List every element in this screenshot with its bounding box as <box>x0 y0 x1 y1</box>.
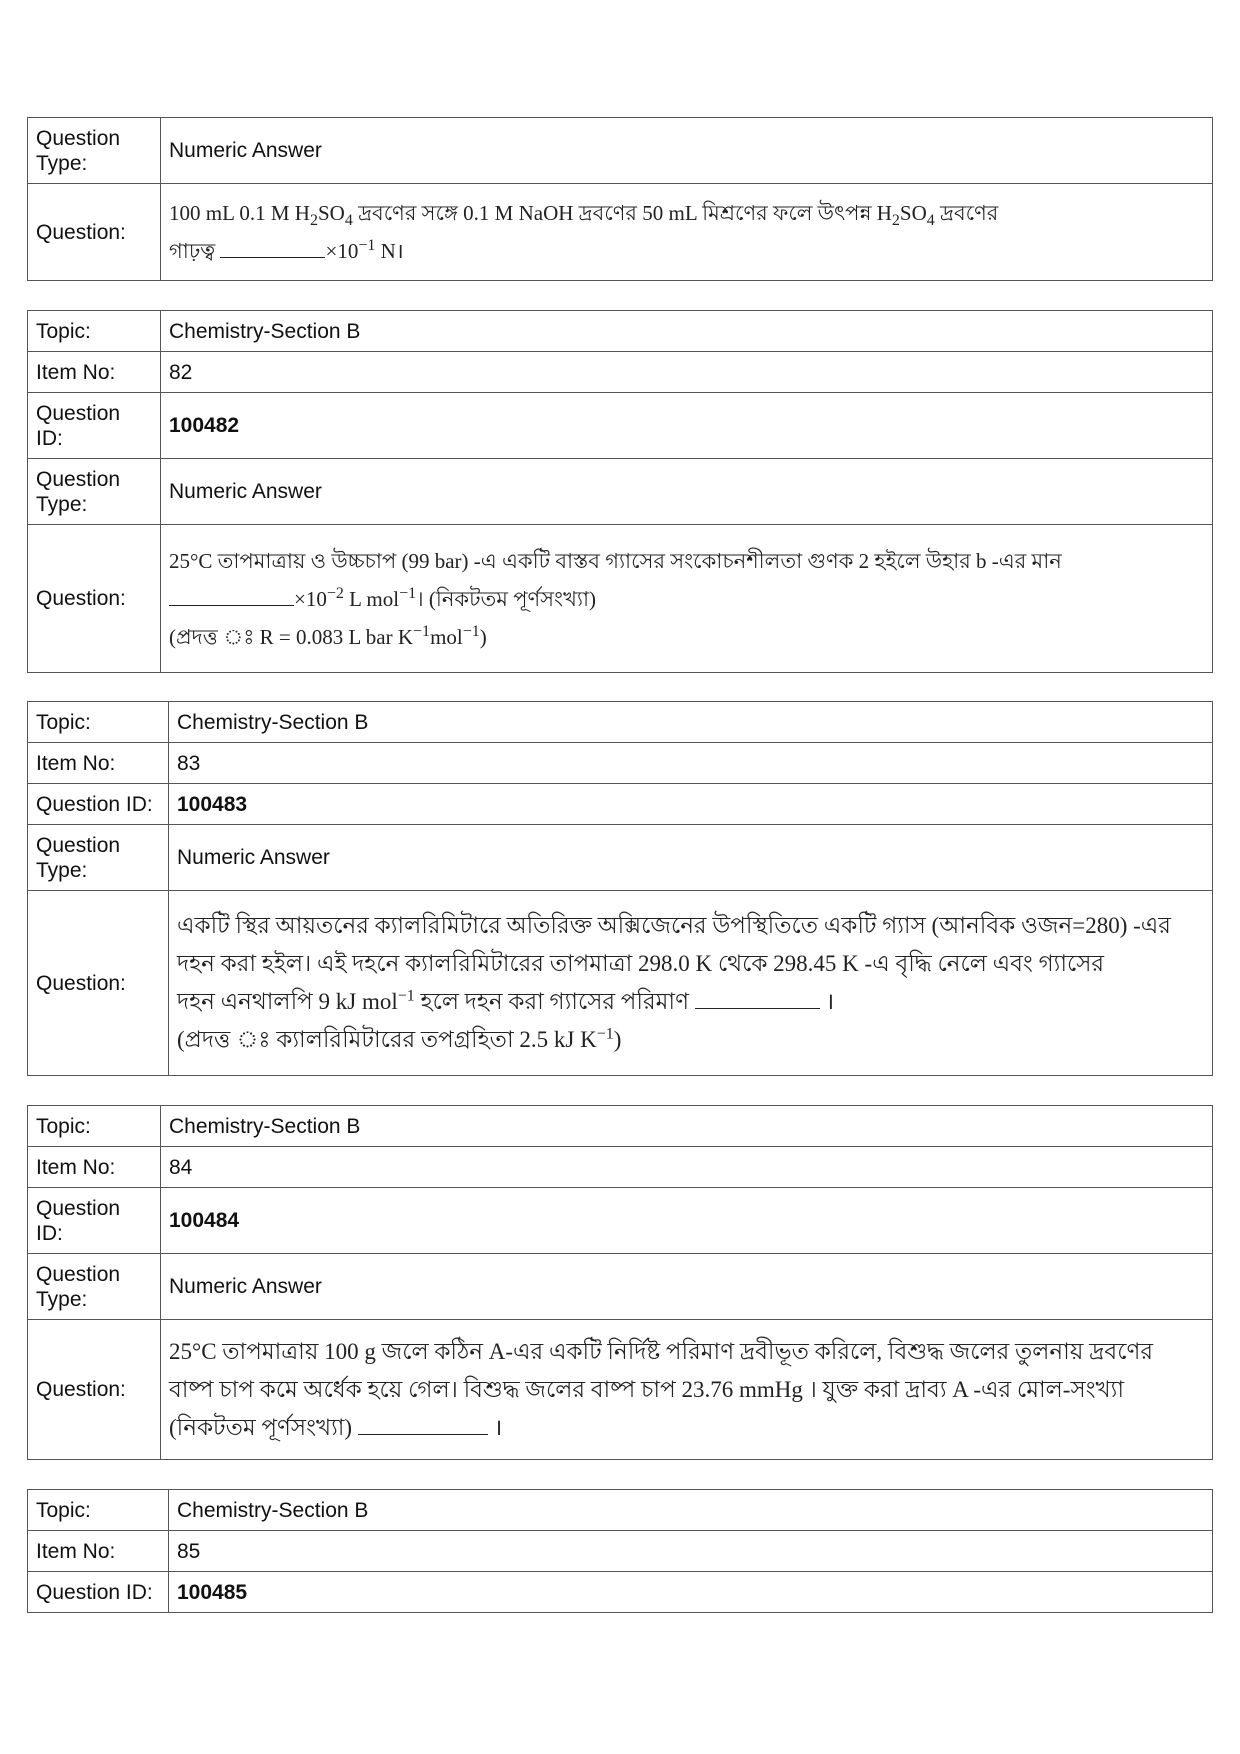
question-id-value: 100483 <box>169 784 1213 825</box>
question-line-2: বাষ্প চাপ কমে অর্ধেক হয়ে গেল। বিশুদ্ধ জলের বাষ্প চাপ 23.76 mmHg । যুক্ত করা দ্রাব্য A -এর মোল-সংখ্যা <box>169 1376 1124 1402</box>
item-no-value: 85 <box>169 1531 1213 1572</box>
item-no-value: 83 <box>169 743 1213 784</box>
question-block-83 <box>27 701 1213 1076</box>
question-line-3: দহন এনথালপি 9 kJ mol$^{-1}$ হলে দহন করা গ্যাসের পরিমাণ । <box>177 987 835 1014</box>
topic-label: Topic: <box>28 702 169 743</box>
question-line-1: 25°C তাপমাত্রায় ও উচ্চচাপ (99 bar) -এ একটি বাস্তব গ্যাসের সংকোচনশীলতা গুণক 2 হইলে উহার b -এর মান <box>169 548 1062 573</box>
question-type-value: Numeric Answer <box>161 459 1213 525</box>
question-id-label: Question ID: <box>28 393 161 459</box>
question-type-value: Numeric Answer <box>161 1254 1213 1320</box>
question-line-1: একটি স্থির আয়তনের ক্যালরিমিটারে অতিরিক্ত অক্সিজেনের উপস্থিতিতে একটি গ্যাস (আনবিক ওজন=280) -এর <box>177 913 1171 938</box>
question-type-label: Question Type: <box>28 118 161 184</box>
question-type-value: Numeric Answer <box>169 825 1213 891</box>
row-question <box>28 891 1213 1076</box>
question-label: Question: <box>28 184 161 281</box>
answer-blank <box>358 1414 488 1435</box>
question-id-label: Question ID: <box>28 784 169 825</box>
question-text <box>161 1320 1213 1460</box>
question-line-2: $\times 10^{-2}$ L mol$^{-1}$। (নিকটতম পূর্ণসংখ্যা) <box>169 580 1204 618</box>
question-label: Question: <box>28 1320 161 1460</box>
question-text <box>169 891 1213 1076</box>
row-question <box>28 1320 1213 1460</box>
question-type-label: Question Type: <box>28 825 169 891</box>
row-question-type <box>28 118 1213 184</box>
question-id-value: 100484 <box>161 1188 1213 1254</box>
question-type-value: Numeric Answer <box>161 118 1213 184</box>
question-line-1: 100 mL 0.1 M $H_2SO_4$ দ্রবণের সঙ্গে 0.1 M NaOH দ্রবণের 50 mL মিশ্রণের ফলে উৎপন্ন $H_2SO_4$ দ্রবণের <box>169 201 999 230</box>
question-line-3: (নিকটতম পূর্ণসংখ্যা) । <box>169 1414 503 1440</box>
row-question-type <box>28 825 1213 891</box>
row-item-no <box>28 743 1213 784</box>
topic-value: Chemistry-Section B <box>161 311 1213 352</box>
topic-value: Chemistry-Section B <box>161 1106 1213 1147</box>
row-question <box>28 184 1213 281</box>
question-block-81 <box>27 117 1213 281</box>
row-topic <box>28 311 1213 352</box>
question-given: (প্রদত্ত ঃ R = 0.083 L bar $K^{-1}mol^{-1}$) <box>169 622 487 649</box>
item-no-label: Item No: <box>28 743 169 784</box>
question-id-label: Question ID: <box>28 1188 161 1254</box>
question-given: (প্রদত্ত ঃ ক্যালরিমিটারের তপগ্রহিতা 2.5 kJ $K^{-1}$) <box>177 1025 622 1052</box>
topic-label: Topic: <box>28 311 161 352</box>
row-item-no <box>28 352 1213 393</box>
question-id-value: 100485 <box>169 1572 1213 1613</box>
row-item-no <box>28 1147 1213 1188</box>
row-topic <box>28 1490 1213 1531</box>
row-question-type <box>28 459 1213 525</box>
question-line-2: গাঢ়ত্ব $\times 10^{-1}$ N। <box>169 237 404 263</box>
item-no-value: 84 <box>161 1147 1213 1188</box>
question-block-82 <box>27 310 1213 673</box>
row-topic <box>28 1106 1213 1147</box>
topic-label: Topic: <box>28 1106 161 1147</box>
question-id-value: 100482 <box>161 393 1213 459</box>
item-no-label: Item No: <box>28 1531 169 1572</box>
row-question-type <box>28 1254 1213 1320</box>
row-topic <box>28 702 1213 743</box>
question-id-label: Question ID: <box>28 1572 169 1613</box>
answer-blank <box>695 988 820 1009</box>
row-question-id <box>28 1188 1213 1254</box>
row-question-id <box>28 393 1213 459</box>
question-line-1: 25°C তাপমাত্রায় 100 g জলে কঠিন A-এর একটি নির্দিষ্ট পরিমাণ দ্রবীভূত করিলে, বিশুদ্ধ জলের তুলনায় দ্রবণের <box>169 1338 1153 1364</box>
question-label: Question: <box>28 891 169 1076</box>
topic-value: Chemistry-Section B <box>169 1490 1213 1531</box>
question-block-84 <box>27 1105 1213 1460</box>
item-no-label: Item No: <box>28 1147 161 1188</box>
topic-label: Topic: <box>28 1490 169 1531</box>
question-type-label: Question Type: <box>28 459 161 525</box>
question-line-2: দহন করা হইল। এই দহনে ক্যালরিমিটারের তাপমাত্রা 298.0 K থেকে 298.45 K -এ বৃদ্ধি নেলে এবং গ্যাসের <box>177 951 1105 976</box>
answer-blank <box>220 237 325 258</box>
question-label: Question: <box>28 525 161 673</box>
question-type-label: Question Type: <box>28 1254 161 1320</box>
question-text <box>161 525 1213 673</box>
row-question <box>28 525 1213 673</box>
question-text <box>161 184 1213 281</box>
row-item-no <box>28 1531 1213 1572</box>
topic-value: Chemistry-Section B <box>169 702 1213 743</box>
item-no-value: 82 <box>161 352 1213 393</box>
item-no-label: Item No: <box>28 352 161 393</box>
question-block-85 <box>27 1489 1213 1613</box>
answer-blank <box>169 585 294 606</box>
row-question-id <box>28 1572 1213 1613</box>
row-question-id <box>28 784 1213 825</box>
